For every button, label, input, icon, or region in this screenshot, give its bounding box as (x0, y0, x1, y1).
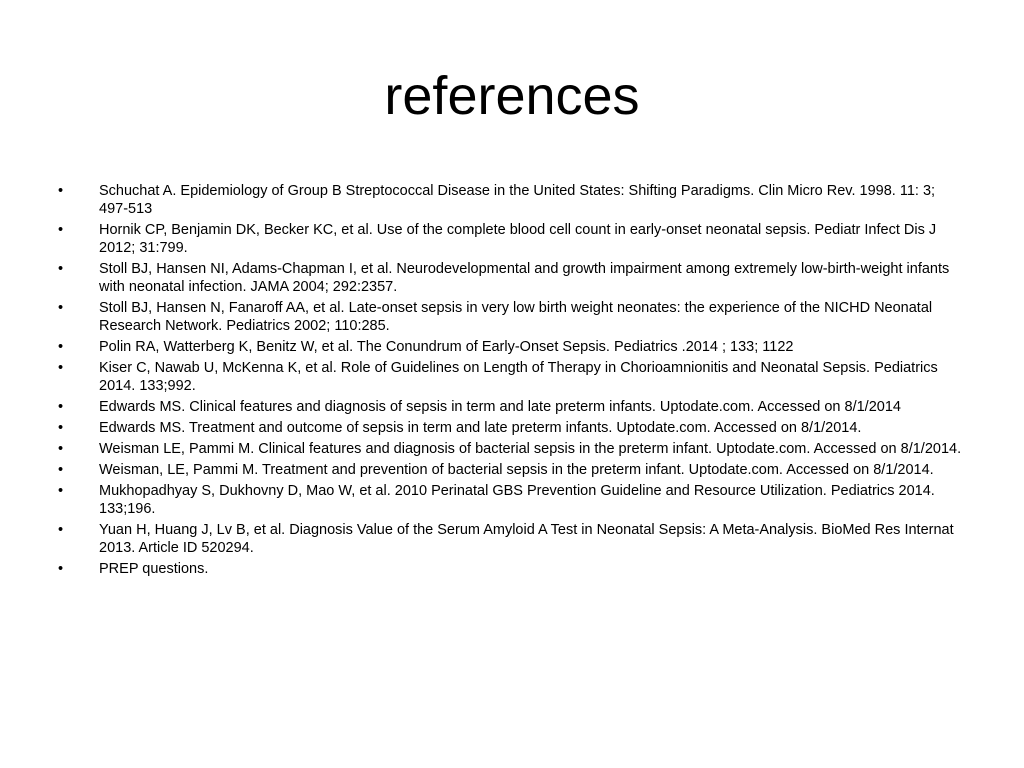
reference-item (56, 440, 966, 458)
bullet-icon: • (58, 561, 64, 577)
reference-item (56, 398, 966, 416)
reference-item (56, 359, 966, 395)
reference-text: Hornik CP, Benjamin DK, Becker KC, et al. Use of the complete blood cell count in early-onset neonatal sepsis. Pediatr Infect Dis J 2012; 31:799. (99, 222, 937, 256)
reference-item (56, 482, 966, 518)
slide-title: references (384, 66, 640, 126)
bullet-icon: • (58, 522, 64, 538)
reference-item (56, 182, 966, 218)
reference-item (56, 461, 966, 479)
bullet-icon: • (58, 360, 64, 376)
bullet-icon: • (58, 183, 64, 199)
bullet-icon: • (58, 222, 64, 238)
reference-text: Edwards MS. Treatment and outcome of sepsis in term and late preterm infants. Uptodate.com. Accessed on 8/1/2014. (99, 420, 862, 436)
reference-text: Polin RA, Watterberg K, Benitz W, et al. The Conundrum of Early-Onset Sepsis. Pediatrics .2014 ; 133; 1122 (99, 339, 794, 355)
reference-item (56, 338, 966, 356)
reference-text: PREP questions. (99, 561, 209, 577)
reference-text: Stoll BJ, Hansen N, Fanaroff AA, et al. Late-onset sepsis in very low birth weight neonates: the experience of the NICHD Neonatal Research Network. Pediatrics 2002; 110:285. (99, 300, 933, 334)
bullet-icon: • (58, 462, 64, 478)
reference-item (56, 560, 966, 578)
reference-item (56, 419, 966, 437)
bullet-icon: • (58, 339, 64, 355)
reference-text: Weisman LE, Pammi M. Clinical features and diagnosis of bacterial sepsis in the preterm infant. Uptodate.com. Accessed on 8/1/2014. (99, 441, 962, 457)
reference-text: Mukhopadhyay S, Dukhovny D, Mao W, et al. 2010 Perinatal GBS Prevention Guideline and Resource Utilization. Pediatrics 2014. 133;196. (99, 483, 935, 517)
reference-text: Weisman, LE, Pammi M. Treatment and prevention of bacterial sepsis in the preterm infant. Uptodate.com. Accessed on 8/1/2014. (99, 462, 934, 478)
reference-item (56, 260, 966, 296)
bullet-icon: • (58, 300, 64, 316)
reference-item (56, 221, 966, 257)
reference-text: Schuchat A. Epidemiology of Group B Streptococcal Disease in the United States: Shifting Paradigms. Clin Micro Rev. 1998. 11: 3; 497-513 (99, 183, 936, 217)
bullet-icon: • (58, 399, 64, 415)
reference-item (56, 299, 966, 335)
reference-text: Kiser C, Nawab U, McKenna K, et al. Role of Guidelines on Length of Therapy in Chorioamnionitis and Neonatal Sepsis. Pediatrics 2014. 133;992. (99, 360, 938, 394)
bullet-icon: • (58, 441, 64, 457)
reference-item (56, 521, 966, 557)
reference-text: Stoll BJ, Hansen NI, Adams-Chapman I, et al. Neurodevelopmental and growth impairment among extremely low-birth-weight infants with neonatal infection. JAMA 2004; 292:2357. (99, 261, 950, 295)
reference-list (56, 182, 966, 581)
reference-text: Yuan H, Huang J, Lv B, et al. Diagnosis Value of the Serum Amyloid A Test in Neonatal Sepsis: A Meta-Analysis. BioMed Res Internat 2013. Article ID 520294. (99, 522, 954, 556)
bullet-icon: • (58, 483, 64, 499)
reference-text: Edwards MS. Clinical features and diagnosis of sepsis in term and late preterm infants. Uptodate.com. Accessed on 8/1/2014 (99, 399, 901, 415)
bullet-icon: • (58, 261, 64, 277)
bullet-icon: • (58, 420, 64, 436)
